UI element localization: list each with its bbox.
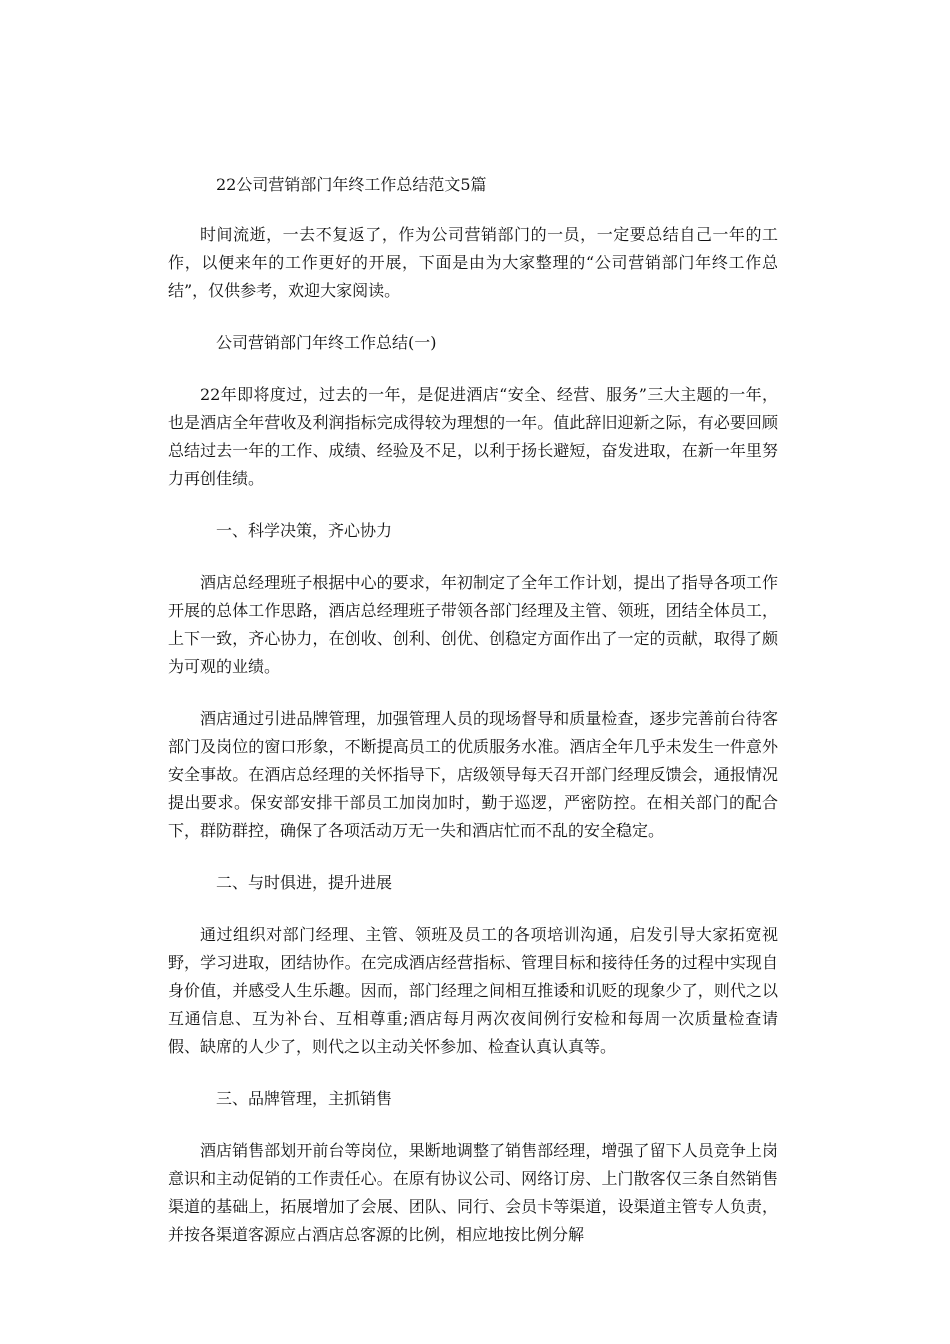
paragraph-4: 通过组织对部门经理、主管、领班及员工的各项培训沟通，启发引导大家拓宽视野，学习进取，团结协作。在完成酒店经营指标、管理目标和接待任务的过程中实现自身价值，并感受人生乐趣。因而，部门经理之间相互推诿和讥贬的现象少了，则代之以互通信息、互为补台、互相尊重;酒店每月两次夜间例行安检和每周一次质量检查请假、缺席的人少了，则代之以主动关怀参加、检查认真认真等。 [168, 925, 778, 1056]
heading-2: 二、与时俱进，提升进展 [216, 873, 393, 892]
document-body [168, 173, 778, 1273]
paragraph-5: 酒店销售部划开前台等岗位，果断地调整了销售部经理，增强了留下人员竞争上岗意识和主动促销的工作责任心。在原有协议公司、网络订房、上门散客仅三条自然销售渠道的基础上，拓展增加了会展、团队、同行、会员卡等渠道，设渠道主管专人负责，并按各渠道客源应占酒店总客源的比例，相应地按比例分解 [168, 1141, 778, 1244]
intro-paragraph: 时间流逝，一去不复返了，作为公司营销部门的一员，一定要总结自己一年的工作，以便来年的工作更好的开展，下面是由为大家整理的“公司营销部门年终工作总结”，仅供参考，欢迎大家阅读。 [168, 225, 778, 300]
heading-1: 一、科学决策，齐心协力 [216, 521, 393, 540]
heading-3: 三、品牌管理，主抓销售 [216, 1089, 393, 1108]
paragraph-3: 酒店通过引进品牌管理，加强管理人员的现场督导和质量检查，逐步完善前台待客部门及岗位的窗口形象，不断提高员工的优质服务水准。酒店全年几乎未发生一件意外安全事故。在酒店总经理的关怀指导下，店级领导每天召开部门经理反馈会，通报情况提出要求。保安部安排干部员工加岗加时，勤于巡逻，严密防控。在相关部门的配合下，群防群控，确保了各项活动万无一失和酒店忙而不乱的安全稳定。 [168, 709, 778, 840]
paragraph-2: 酒店总经理班子根据中心的要求，年初制定了全年工作计划，提出了指导各项工作开展的总体工作思路，酒店总经理班子带领各部门经理及主管、领班，团结全体员工，上下一致，齐心协力，在创收、创利、创优、创稳定方面作出了一定的贡献，取得了颇为可观的业绩。 [168, 573, 778, 676]
paragraph-1: 22年即将度过，过去的一年，是促进酒店“安全、经营、服务”三大主题的一年，也是酒店全年营收及利润指标完成得较为理想的一年。值此辞旧迎新之际，有必要回顾总结过去一年的工作、成绩、经验及不足，以利于扬长避短，奋发进取，在新一年里努力再创佳绩。 [168, 385, 778, 488]
section-title: 公司营销部门年终工作总结(一) [216, 333, 437, 352]
document-title: 22公司营销部门年终工作总结范文5篇 [216, 175, 487, 194]
